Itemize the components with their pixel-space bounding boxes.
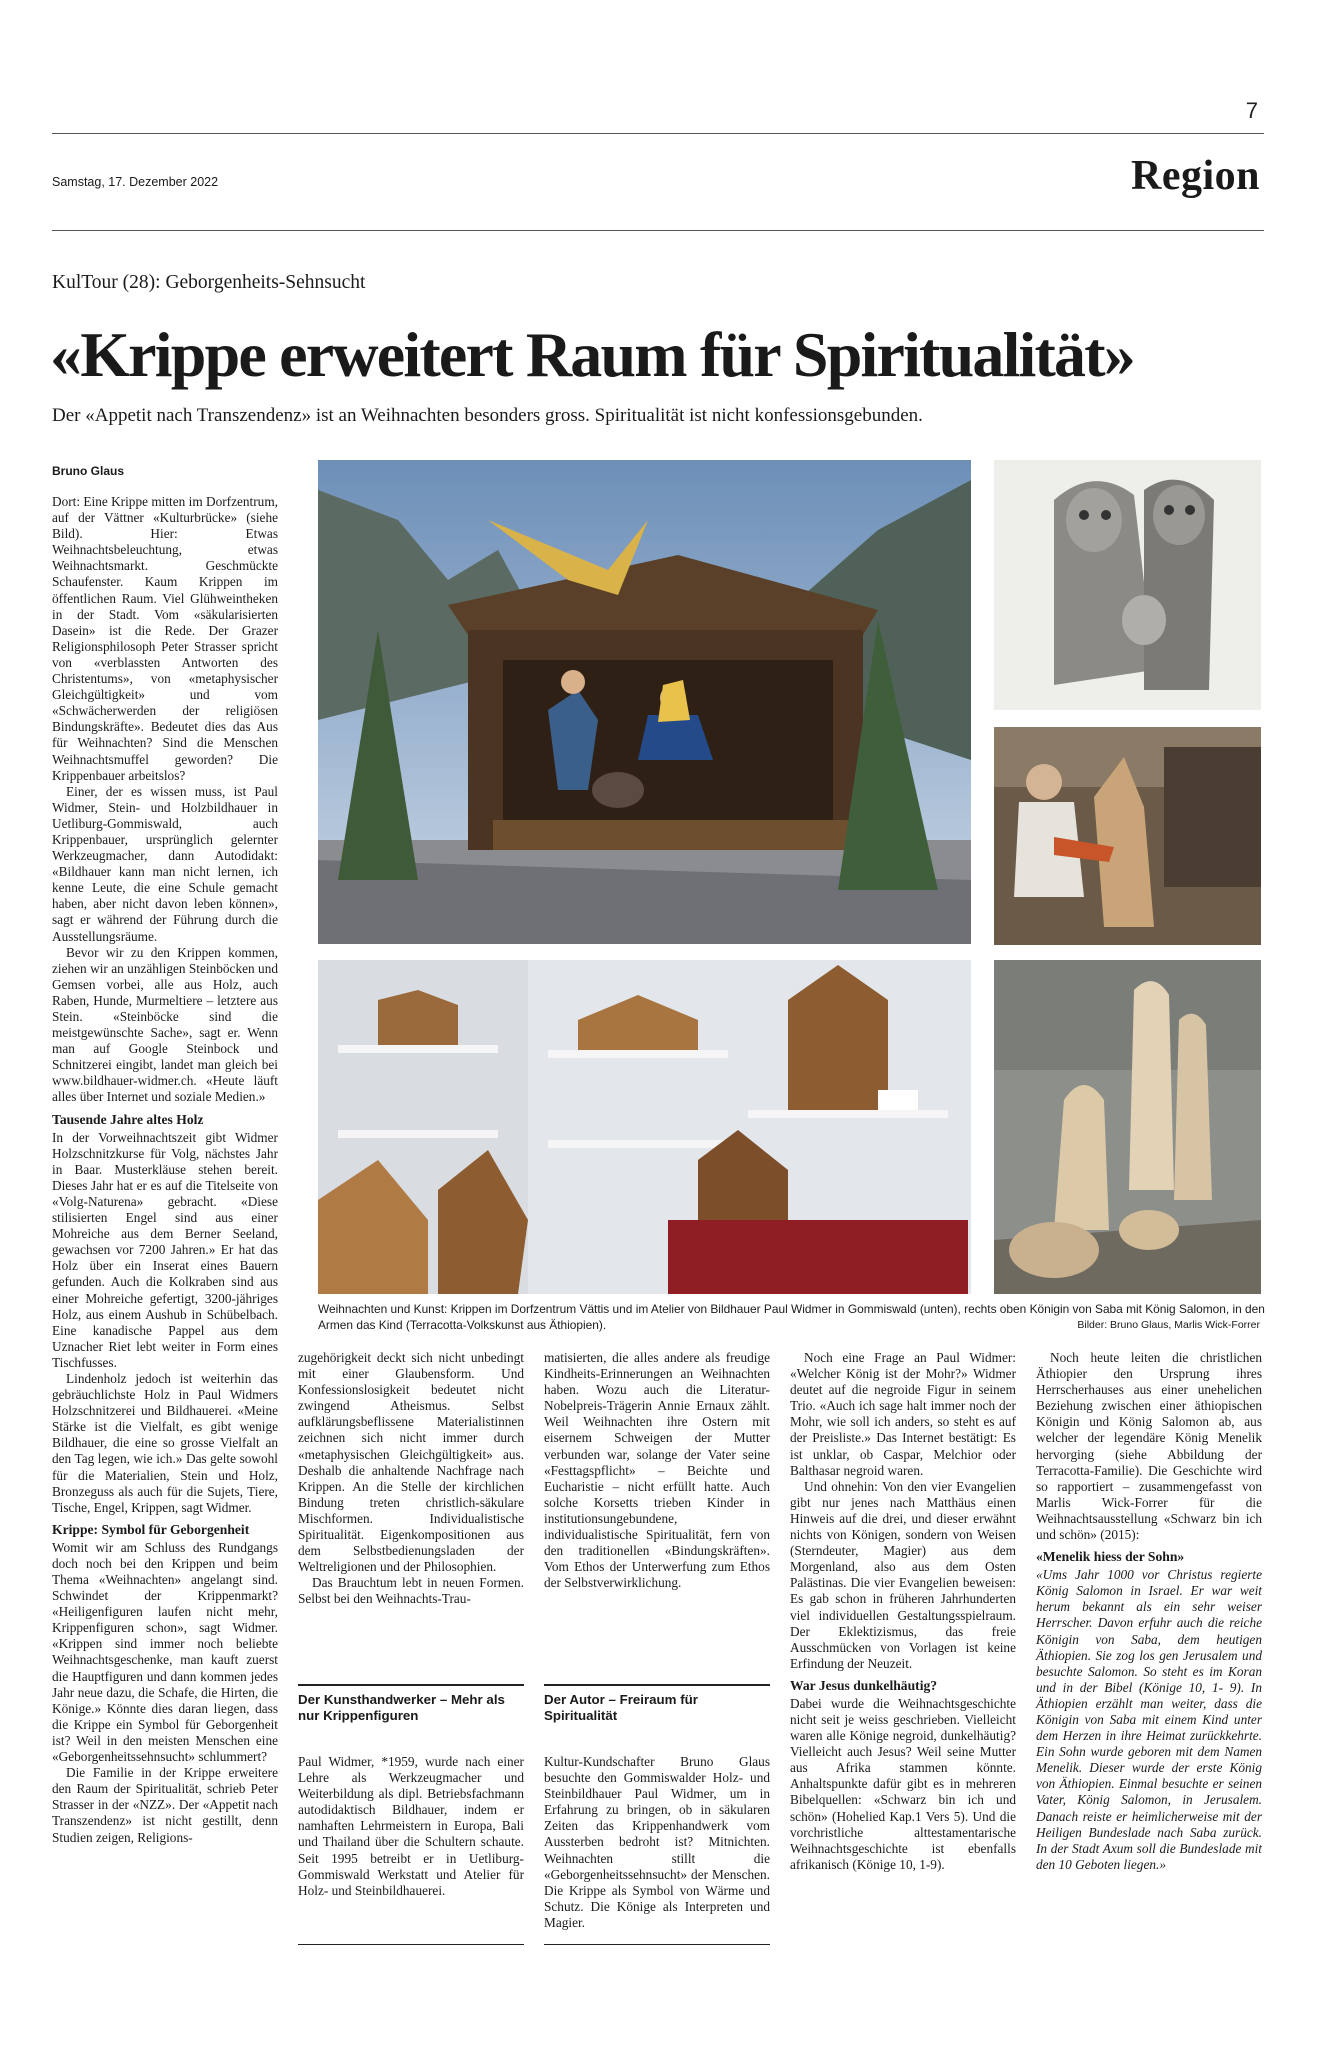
workshop-shelves-photo xyxy=(318,960,971,1294)
box-text xyxy=(298,1754,524,1899)
paragraph: Das Brauchtum lebt in neuen Formen. Selbst bei den Weihnachts-Trau- xyxy=(298,1575,524,1607)
paragraph: Und ohnehin: Von den vier Evangelien gibt nur jenes nach Matthäus einen Hinweis auf die drei, und dieser erwähnt nichts von Königen, sondern von Weisen (Sterndeuter, Magier) aus dem Morgenland, also aus dem Osten Palästinas. Die vier Evangelien beweisen: Es gab schon in früheren Jahrhunderten viel individuellen Gestaltungsspielraum. Der Eklektizismus, das freie Ausschmücken von Vorlagen ist keine Erfindung der Neuzeit. xyxy=(790,1478,1016,1671)
box-title: Der Autor – Freiraum für Spiritualität xyxy=(544,1692,698,1723)
article-kicker: KulTour (28): Geborgenheits-Sehnsucht xyxy=(52,272,366,293)
subheading: «Menelik hiess der Sohn» xyxy=(1036,1549,1185,1565)
paragraph: Bevor wir zu den Krippen kommen, ziehen wir an unzähligen Steinböcken und Gemsen vorbei, alle aus Holz, auch Raben, Hunde, Murmeltiere – letztere aus Stein. «Steinböcke sind die meistgewünschte Sache», sagt er. Wenn man auf Google Steinbock und Schnitzerei eingibt, landet man gleich bei www.bildhauer-widmer.ch. «Heute läuft alles über Internet und soziale Medien.» xyxy=(52,944,278,1105)
paragraph: Lindenholz jedoch ist weiterhin das gebräuchlichste Holz in Paul Widmers Holzschnitzerei und Bildhauerei. «Meine Stärke ist die Vielfalt, es gibt wenige Bildhauer, die eine so grosse Vielfalt an den Tag legen, wie ich.» Das gelte sowohl für die Materialien, Stein und Holz, Bronzeguss als auch für die Sujets, Tiere, Tische, Engel, Krippen, sagt Widmer. xyxy=(52,1370,278,1515)
photo-caption: Weihnachten und Kunst: Krippen im Dorfzentrum Vättis und im Atelier von Bildhauer Paul Widmer in Gommiswald (unten), rechts oben Königin von Saba mit König Salomon, in den Armen das Kind (Terracotta-Volkskunst aus Äthiopien). xyxy=(318,1302,1265,1332)
paragraph: Die Familie in der Krippe erweitere den Raum der Spiritualität, schrieb Peter Strasser in der «NZZ». Der «Appetit nach Transzendenz» ist nicht gestillt, denn Studien zeigen, Religions- xyxy=(52,1765,278,1845)
paragraph: Noch eine Frage an Paul Widmer: «Welcher König ist der Mohr?» Widmer deutet auf die negroide Figur in seinem Trio. «Auch ich sage halt immer noch der Mohr, wie soll ich anders, so steht es auf der Preisliste.» Das Internet bestätigt: Es ist unklar, ob Caspar, Melchior oder Balthasar negroid waren. xyxy=(790,1350,1016,1478)
subheading: War Jesus dunkelhäutig? xyxy=(790,1677,938,1693)
paragraph: zugehörigkeit deckt sich nicht unbedingt mit einer Glaubensform. Und Konfessionslosigkeit bedeutet nicht zwingend Atheismus. Selbst aufklärungsbeflissene Materialistinnen zeichnen sich nicht immer durch «metaphysischen Gleichgültigkeit» aus. Deshalb die anhaltende Nachfrage nach Krippen. An die Stelle der kirchlichen Bindung treten christlich-säkulare Mischformen. Individualistische Spiritualität. Eigenkompositionen aus dem Selbstbedienungsladen der Weltreligionen und der Philosophien. xyxy=(298,1350,524,1575)
nativity-scene-photo xyxy=(318,460,971,944)
box-bottom-rule xyxy=(298,1944,524,1945)
column-1 xyxy=(52,494,278,1846)
header-rule xyxy=(52,230,1264,231)
paragraph: Kultur-Kundschafter Bruno Glaus besuchte den Gommiswalder Holz- und Steinbildhauer Paul Widmer, um in Erfahrung zu bringen, ob in säkularen Zeiten das Krippenhandwerk vom Aussterben bedroht ist? Mitnichten. Weihnachten stillt die «Geborgenheitssehnsucht» der Menschen. Die Krippe als Symbol von Wärme und Schutz. Die Könige als Interpreten und Magier. xyxy=(544,1754,770,1930)
box-rule xyxy=(544,1684,770,1686)
column-2 xyxy=(298,1350,524,1608)
terracotta-figures-photo xyxy=(994,460,1261,710)
box-rule xyxy=(298,1684,524,1686)
box-bottom-rule xyxy=(544,1944,770,1945)
paragraph: Paul Widmer, *1959, wurde nach einer Lehre als Werkzeugmacher und Weiterbildung als dipl. Betriebsfachmann autodidaktisch Bildhauer, indem er namhaften Lehrmeistern in Europa, Bali und Thailand über die Schultern schaute. Seit 1995 betreibt er in Uetliburg-Gommiswald Werkstatt und Atelier für Holz- und Steinbildhauerei. xyxy=(298,1754,524,1898)
article-headline: «Krippe erweitert Raum für Spiritualität» xyxy=(50,319,1134,390)
issue-date: Samstag, 17. Dezember 2022 xyxy=(52,175,219,189)
author-byline: Bruno Glaus xyxy=(52,464,125,478)
photo-credit: Bilder: Bruno Glaus, Marlis Wick-Forrer xyxy=(1077,1319,1260,1331)
paragraph: Dort: Eine Krippe mitten im Dorfzentrum, auf der Vättner «Kulturbrücke» (siehe Bild). Hier: Etwas Weihnachtsbeleuchtung, etwas Weihnachtsmarkt. Geschmückte Schaufenster. Kaum Krippen im öffentlichen Raum. Viel Glühweintheken in der Stadt. Vom «säkularisierten Dasein» ist die Rede. Der Grazer Religionsphilosoph Peter Strasser spricht von «verblassten Antworten des Christentums», von «metaphysischer Gleichgültigkeit» und vom «Schwächerwerden der religiösen Bindungskräfte». Bedeutet dies das Aus für Weihnachten? Sind die Menschen Weihnachtsmuffel geworden? Die Krippenbauer arbeitslos? xyxy=(52,494,278,783)
box-title: Der Kunsthandwerker – Mehr als nur Krippenfiguren xyxy=(298,1692,505,1723)
column-4 xyxy=(790,1350,1016,1873)
subheading: Krippe: Symbol für Geborgenheit xyxy=(52,1521,250,1537)
paragraph: Einer, der es wissen muss, ist Paul Widmer, Stein- und Holzbildhauer in Uetliburg-Gommiswald, auch Krippenbauer, ursprünglich gelernter Werkzeugmacher, dann Autodidakt: «Bildhauer kann man nicht lernen, ich kenne Leute, die eine Schule gemacht haben, aber nicht davon leben können», sagt er während der Führung durch die Ausstellungsräume. xyxy=(52,783,278,944)
wooden-figures-photo xyxy=(994,960,1261,1294)
subheading: Tausende Jahre altes Holz xyxy=(52,1111,204,1127)
paragraph: Noch heute leiten die christlichen Äthiopier den Ursprung ihres Herrscherhauses aus einer unehelichen Beziehung zwischen einer äthiopischen Königin und König Salomon ab, aus welcher der legendäre König Menelik hervorging (siehe Abbildung der Terracotta-Familie). Die Geschichte wird so rapportiert – zusammengefasst von Marlis Wick-Forrer für die Weihnachtsausstellung «Schwarz bin ich und schön» (2015): xyxy=(1036,1350,1262,1543)
column-3 xyxy=(544,1350,770,1591)
article-lead: Der «Appetit nach Transzendenz» ist an Weihnachten besonders gross. Spiritualität ist nicht konfessionsgebunden. xyxy=(52,405,923,426)
sculptor-at-work-photo xyxy=(994,727,1261,945)
column-5 xyxy=(1036,1350,1262,1873)
page-number: 7 xyxy=(1245,98,1258,123)
section-title: Region xyxy=(1131,153,1260,199)
top-rule xyxy=(52,133,1264,134)
paragraph: Dabei wurde die Weihnachtsgeschichte nicht seit je weiss geschrieben. Vielleicht waren alle Könige negroid, dunkelhäutig? Vielleicht auch Jesus? Weil seine Mutter aus Afrika stammen könnte. Anhaltspunkte dafür gibt es in mehreren Bibelquellen: «Schwarz bin ich und schön» (Hohelied Kap.1 Vers 5). Und die vorchristliche alttestamentarische Weihnachtsgeschichte ist ebenfalls afrikanisch (Könige 10, 1-9). xyxy=(790,1695,1016,1872)
quote-paragraph: «Ums Jahr 1000 vor Christus regierte König Salomon in Israel. Er war weit herum bekannt als ein sehr weiser Herrscher. Davon erfuhr auch die reiche Königin von Saba, dem heutigen Äthiopien. Sie zog los gen Jerusalem und besuchte Salomon. So steht es im Koran und in der Bibel (Könige 10, 1- 9). In Äthiopien erzählt man weiter, dass die Königin von Saba mit einem Kind unter dem Herzen in ihre Heimat zurückkehrte. Ein Sohn wurde geboren mit dem Namen Menelik. Dieser wurde der erste König von Äthiopien. Einmal besuchte er seinen Vater, König Salomon, in Jerusalem. Danach reiste er heimlicherweise mit der Heiligen Bundeslade nach Saba zurück. In der Stadt Axum soll die Bundeslade mit den 10 Geboten liegen.» xyxy=(1036,1567,1262,1872)
paragraph: In der Vorweihnachtszeit gibt Widmer Holzschnitzkurse für Volg, nächstes Jahr in Baar. Musterkläuse stehen bereit. Dieses Jahr hat er es auf die Titelseite von «Volg-Naturena» gebracht. «Diese stilisierten Engel sind aus einer Mohreiche aus dem Berner Seeland, gewachsen vor 7200 Jahren.» Er hat das Holz über ein Inserat eines Bauern gefunden. Auch die Kolkraben sind aus einer Mohreiche gefertigt, 3200-jähriges Holz, aus einem Aushub in Schübelbach. Eine kanadische Pappel aus dem Uznacher Riet lebt weiter in Form eines Tischfusses. xyxy=(52,1129,278,1370)
box-text xyxy=(544,1754,770,1931)
paragraph: Womit wir am Schluss des Rundgangs doch noch bei den Krippen und beim Thema «Weihnachten» angelangt sind. Schwindet der Krippenmarkt? «Heiligenfiguren laufen nicht mehr, Krippenfiguren schon», sagt Widmer. «Krippen sind immer noch beliebte Weihnachtsgeschenke, man kauft zuerst die Hauptfiguren und dann kommen jedes Jahr neue dazu, die Schafe, die Hirten, die Könige.» Könnte dies daran liegen, dass die Krippe ein Symbol für Geborgenheit ist? Weil in den meisten Menschen eine «Geborgenheitssehnsucht» schlummert? xyxy=(52,1539,278,1765)
paragraph: matisierten, die alles andere als freudige Kindheits-Erinnerungen an Weihnachten haben. Wozu auch die Literatur-Nobelpreis-Trägerin Annie Ernaux zählt. Weil Weihnachten ihre Ostern mit eisernem Schweigen der Mutter verbunden war, solange der Vater seine «Festtagspflicht» – Beichte und Eucharistie – nicht erfüllt hatte. Auch solche Korsetts trieben Kinder in institutionsungebundene, individualistische Spiritualität, fern von den traditionellen «Bindungskräften». Vom Ethos der Unterwerfung zum Ethos der Selbstverwirklichung. xyxy=(544,1350,770,1591)
